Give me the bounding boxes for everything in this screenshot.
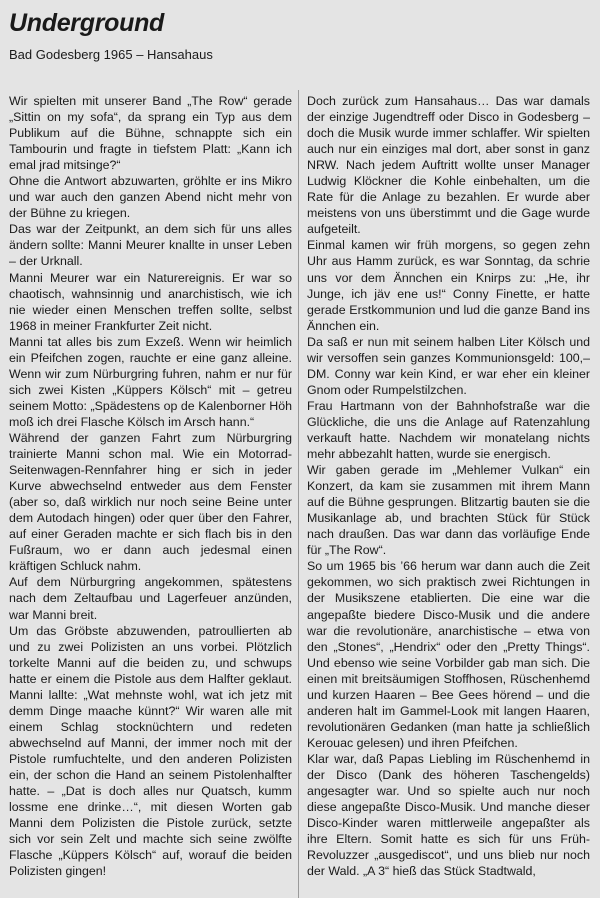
- paragraph: Das war der Zeitpunkt, an dem sich für uns alles ändern sollte: Manni Meurer knallte in unser Leben – der Urknall.: [9, 222, 292, 269]
- paragraph: Wir spielten mit unserer Band „The Row“ gerade „Sittin on my sofa“, da sprang ein Typ aus dem Publikum auf die Bühne, schnappte sich ein Tambourin und fragte in tiefstem Platt: „Kann ich emal jrad mitsinge?“: [9, 94, 292, 173]
- paragraph: Doch zurück zum Hansahaus… Das war damals der einzige Jugendtreff oder Disco in Godesberg – doch die Musik wurde immer schlaffer. Wir spielten auch nur ein einziges mal dort, aber sonst in ganz NRW. Nach jedem Auftritt wollte unser Manager Ludwig Klöckner die Kohle einbehalten, um die Rate für die Anlage zu bezahlen. Er wurde aber meistens von uns überstimmt und die Gage wurde aufgeteilt.: [307, 94, 590, 237]
- paragraph: Um das Gröbste abzuwenden, patroullierten ab und zu zwei Polizisten an uns vorbei. Plötzlich torkelte Manni auf die beiden zu, und schwups hatte er einem die Pistole aus dem Halfter geklaut. Manni lallte: „Wat mehnste wohl, wat ich jetz mit demm Dinge maache künnt?“ Wir waren alle mit einem Schlag stocknüchtern und redeten abwechselnd auf Manni, der immer noch mit der Pistole rumfuchtelte, und den anderen Polizisten ein, der schon die Hand an seinem Pistolenhalfter hatte. – „Dat is doch alles nur Quatsch, kumm lossme ene drinke…“, mit diesen Worten gab Manni dem Polizisten die Pistole zurück, setzte sich vor sein Zelt und machte sich seine zwölfte Flasche „Küppers Kölsch“ auf, worauf die beiden Polizisten gingen!: [9, 623, 292, 879]
- paragraph: Frau Hartmann von der Bahnhofstraße war die Glückliche, die uns die Anlage auf Ratenzahlung verkauft hatte. Nachdem wir monatelang nichts mehr abbezahlt hatten, wurde sie energisch.: [307, 398, 590, 462]
- paragraph: So um 1965 bis ’66 herum war dann auch die Zeit gekommen, wo sich praktisch zwei Richtungen in der Musikszene etablierten. Die eine war die angepaßte biedere Disco-Musik und die andere war die revolutionäre, anarchistische – etwa von den „Stones“, „Hendrix“ oder den „Pretty Things“. Und ebenso wie seine Vorbilder gab man sich. Die einen mit breitsäumigen Stoffhosen, Rüschenhemd und kurzen Haaren – Bee Gees hörend – und die anderen halt im Gammel-Look mit langen Haaren, revolutionären Gedanken (man hatte ja schließlich Kerouac gelesen) und ihren Pfeifchen.: [307, 559, 590, 750]
- paragraph: Auf dem Nürburgring angekommen, spätestens nach dem Zeltaufbau und Lagerfeuer anzünden, war Manni breit.: [9, 575, 292, 622]
- paragraph: Manni tat alles bis zum Exzeß. Wenn wir heimlich ein Pfeifchen zogen, rauchte er eine ganz alleine. Wenn wir zum Nürburgring fuhren, nahm er nur für sich zwei Kisten „Küppers Kölsch“ mit – getreu seinem Motto: „Spädestens op de Kalenborner Höh moß ich drei Flasche Kölsch im Arsch hann.“: [9, 334, 292, 429]
- paragraph: Da saß er nun mit seinem halben Liter Kölsch und wir versoffen sein ganzes Kommunionsgeld: 100,– DM. Conny war kein Kind, er war eher ein kleiner Gnom oder Rumpelstilzchen.: [307, 334, 590, 397]
- paragraph: Einmal kamen wir früh morgens, so gegen zehn Uhr aus Hamm zurück, es war Sonntag, da schrie uns vor dem Ännchen ein Knirps zu: „He, ihr Junge, ich jäv ene us!“ Conny Finette, er hatte gerade Erstkommunion und lud die ganze Band ins Ännchen ein.: [307, 238, 590, 333]
- paragraph: Manni Meurer war ein Naturereignis. Er war so chaotisch, wahnsinnig und anarchistisch, wie ich nie wieder einen Menschen treffen sollte, selbst 1968 in meiner Frankfurter Zeit nicht.: [9, 270, 292, 333]
- paragraph: Klar war, daß Papas Liebling im Rüschenhemd in der Disco (Dank des höheren Taschengelds) angesagter war. Und so spielte auch nur noch diese angepaßte Disco-Musik. Und manche dieser Disco-Kinder waren mittlerweile angepaßter als ihre Eltern. Somit hatte es sich für uns Früh-Revoluzzer „ausgediscot“, und uns blieb nur noch der Wald. „A 3“ hieß das Stück Stadtwald,: [307, 751, 590, 879]
- article-subtitle: Bad Godesberg 1965 – Hansahaus: [9, 47, 213, 62]
- article-title: Underground: [9, 9, 165, 37]
- right-column: [307, 93, 590, 879]
- paragraph: Während der ganzen Fahrt zum Nürburgring trainierte Manni schon mal. Wie ein Motorrad-Seitenwagen-Rennfahrer hing er sich in jeder Kurve abwechselnd entweder aus dem Fenster (aber so, daß wirklich nur noch seine Beine unter dem Autodach hingen) oder quer über den Fahrer, auf einer Geraden machte er sich flach bis in den Fußraum, wo er dann auch jedesmal einen kräftigen Schluck nahm.: [9, 430, 292, 574]
- column-divider: [298, 90, 299, 898]
- paragraph: Ohne die Antwort abzuwarten, gröhlte er ins Mikro und war auch den ganzen Abend nicht mehr von der Bühne zu kriegen.: [9, 174, 292, 221]
- paragraph: Wir gaben gerade im „Mehlemer Vulkan“ ein Konzert, da kam sie zusammen mit ihrem Mann auf die Bühne gesprungen. Blitzartig bauten sie die Musikanlage ab, und brachten Stück für Stück nach draußen. Das war dann das vorläufige Ende für „The Row“.: [307, 463, 590, 558]
- left-column: [9, 93, 292, 879]
